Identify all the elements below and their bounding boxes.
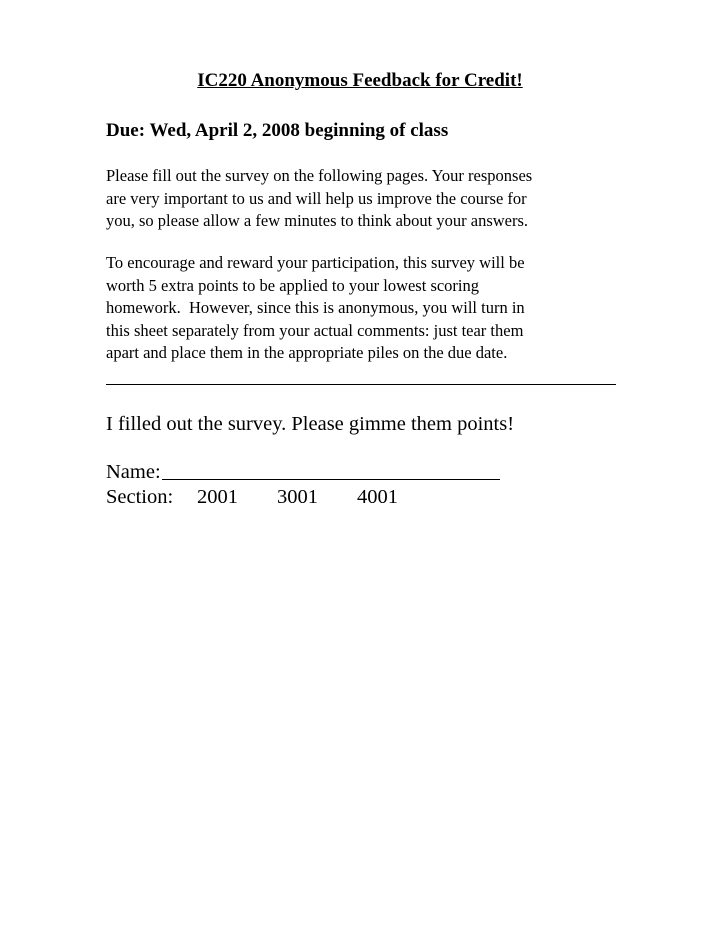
name-label: Name: xyxy=(106,461,161,483)
incentive-paragraph xyxy=(106,252,626,365)
section-option-4001[interactable]: 4001 xyxy=(357,486,398,508)
section-field-row xyxy=(106,483,437,511)
paragraph-line: Please fill out the survey on the following pages. Your responses xyxy=(106,166,533,185)
name-blank-line[interactable] xyxy=(162,479,500,480)
paragraph-line: apart and place them in the appropriate piles on the due date. xyxy=(106,343,508,362)
section-label: Section: xyxy=(106,486,174,508)
section-option-2001[interactable]: 2001 xyxy=(197,486,238,508)
paragraph-line: homework. However, since this is anonymous, you will turn in xyxy=(106,298,525,317)
paragraph-line: are very important to us and will help us improve the course for xyxy=(106,188,527,208)
paragraph-line: To encourage and reward your participation, this survey will be xyxy=(106,253,525,272)
section-option-3001[interactable]: 3001 xyxy=(277,486,318,508)
paragraph-line: this sheet separately from your actual comments: just tear them xyxy=(106,320,524,340)
document-title: IC220 Anonymous Feedback for Credit! xyxy=(197,70,523,91)
survey-claim-statement: I filled out the survey. Please gimme them points! xyxy=(106,413,515,435)
instructions-paragraph xyxy=(106,165,626,233)
due-date-heading: Due: Wed, April 2, 2008 beginning of class xyxy=(106,120,449,141)
tear-line-divider xyxy=(106,384,616,385)
paragraph-line: you, so please allow a few minutes to think about your answers. xyxy=(106,211,529,230)
paragraph-line: worth 5 extra points to be applied to your lowest scoring xyxy=(106,275,480,295)
name-field-row xyxy=(106,458,500,486)
